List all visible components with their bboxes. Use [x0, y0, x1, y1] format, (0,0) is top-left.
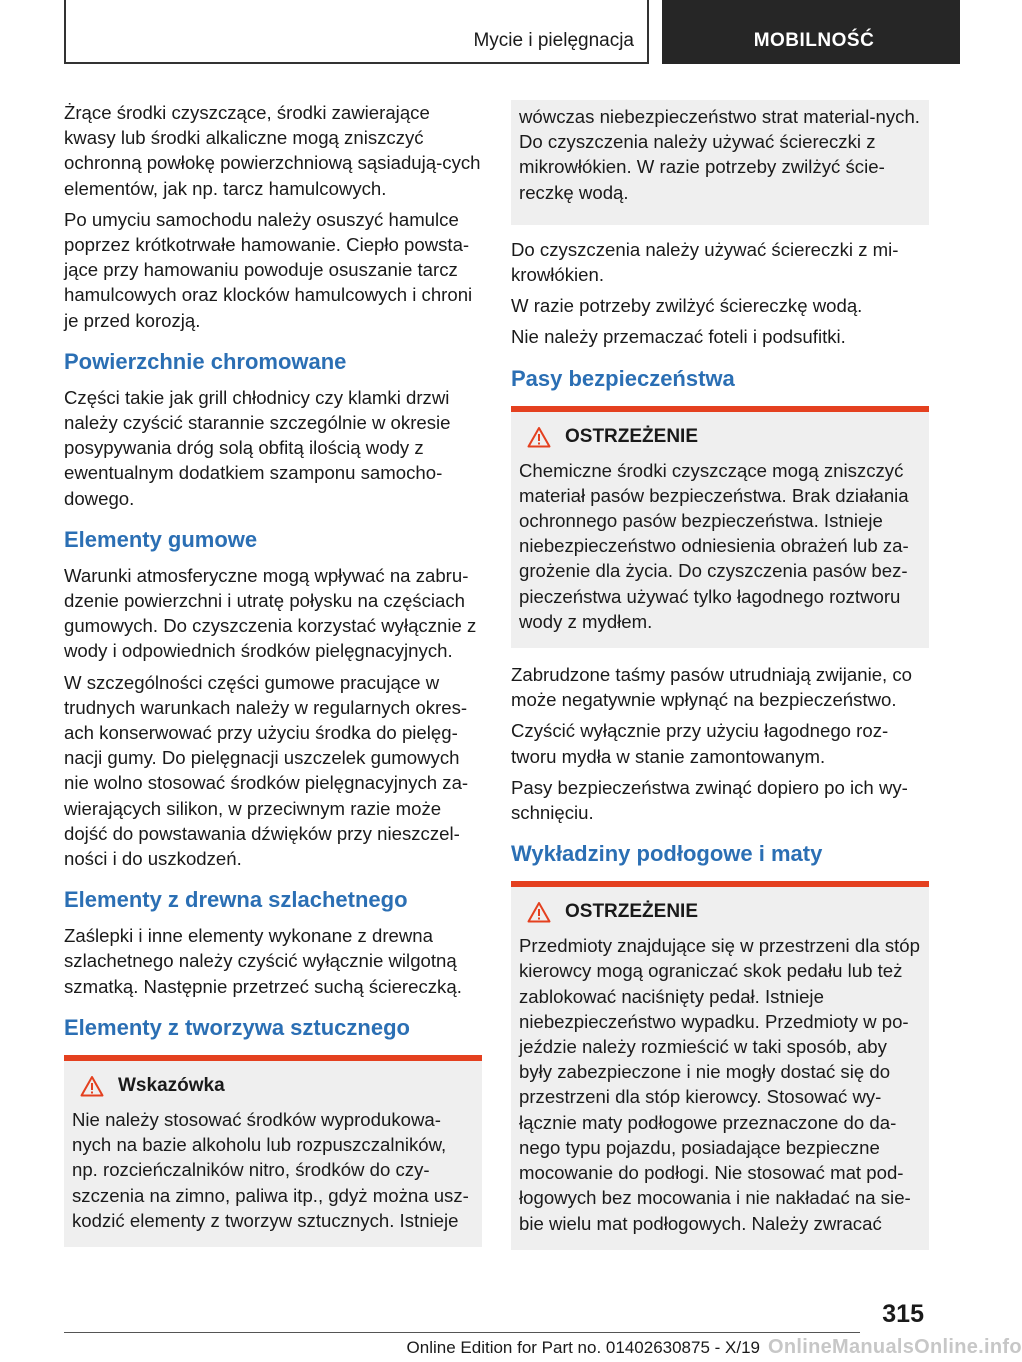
header-chapter-label: MOBILNOŚĆ — [753, 30, 875, 51]
warning-title: OSTRZEŻENIE — [565, 425, 699, 447]
header-bottom-rule — [64, 62, 648, 64]
warning-title: OSTRZEŻENIE — [565, 901, 699, 923]
warning-text: Przedmioty znajdujące się w przestrzeni dla stóp kierowcy mogą ograniczać skok pedału lub też zablokować naciśnięty pedał. Istnieje niebezpieczeństwo wypadku. Przedmioty w po‐jeździe należy rozmieścić w taki sposób, aby były zabezpieczone i nie mogły dostać się do przestrzeni dla stóp kierowcy. Stosować wy‐łącznie maty podłogowe przeznaczone do da‐nego typu pojazdu, posiadające bezpieczne mocowanie do podłogi. Nie stosować mat pod‐łogowych bez mocowania i nie nakładać na sie‐bie wielu mat podłogowych. Należy zwracać — [519, 935, 920, 1234]
header-right-rule — [647, 0, 649, 64]
paragraph: Nie należy przemaczać foteli i podsufitki. — [511, 326, 846, 348]
paragraph: Do czyszczenia należy używać ściereczki z mi‐krowłókien. — [511, 238, 899, 286]
warning-header — [527, 897, 921, 927]
footer-brand-watermark[interactable]: OnlineManualsOnline.info — [768, 1336, 1022, 1358]
warning-box-belts — [511, 406, 929, 648]
warning-triangle-icon — [80, 1075, 104, 1097]
paragraph: Czyścić wyłącznie przy użyciu łagodnego roz‐tworu mydła w stanie zamontowanym. — [511, 720, 889, 767]
tip-text-continued: wówczas niebezpieczeństwo strat material‐nych. Do czyszczenia należy używać ściereczki z mikrowłókien. W razie potrzeby zwilżyć ście‐reczkę wodą. — [519, 106, 920, 203]
warning-header — [527, 422, 921, 452]
paragraph: Po umyciu samochodu należy osuszyć hamulce poprzez krótkotrwałe hamowanie. Ciepło powsta‐jące przy hamowaniu powoduje osuszanie tarcz hamulcowych oraz klocków hamulcowych i chroni je przed korozją. — [64, 208, 473, 331]
header-left-rule — [64, 0, 66, 64]
paragraph: Zaślepki i inne elementy wykonane z drewna szlachetnego należy czyścić wyłącznie wilgotną szmatką. Następnie przetrzeć suchą ściereczką. — [64, 925, 462, 997]
tip-box-continued — [511, 100, 929, 225]
section-heading-wood: Elementy z drewna szlachetnego — [64, 887, 408, 913]
paragraph: W szczególności części gumowe pracujące w trudnych warunkach należy w regularnych okres‐ach konserwować przy użyciu środka do pielęg‐nacji gumy. Do pielęgnacji uszczelek gumowych nie wolno stosować środków pielęgnacyjnych za‐wierających silikon, w przeciwnym razie może dojść do powstawania dźwięków przy nieszczel‐ności i do uszkodzeń. — [64, 671, 469, 870]
paragraph: Części takie jak grill chłodnicy czy klamki drzwi należy czyścić starannie szczególnie w okresie posypywania dróg solą obfitą ilością wody z ewentualnym dodatkiem szamponu samocho‐dowego. — [64, 386, 451, 509]
left-column — [64, 100, 482, 1261]
section-heading-chrome: Powierzchnie chromowane — [64, 348, 347, 374]
section-heading-rubber: Elementy gumowe — [64, 526, 258, 552]
right-column — [511, 100, 929, 1264]
tip-box — [64, 1055, 482, 1247]
tip-header — [80, 1071, 474, 1101]
paragraph: Żrące środki czyszczące, środki zawierające kwasy lub środki alkaliczne mogą zniszczyć ochronną powłokę powierzchniową sąsiadują‐cych elementów, jak np. tarcz hamulcowych. — [64, 102, 481, 199]
warning-triangle-icon — [527, 426, 551, 448]
tip-text: Nie należy stosować środków wyprodukowa‐nych na bazie alkoholu lub rozpuszczalników, np. rozcieńczalników nitro, środków do czy‐szczenia na zimno, paliwa itp., gdyż można usz‐kodzić elementy z tworzyw sztucznych. Istnieje — [72, 1108, 469, 1231]
warning-triangle-icon — [527, 901, 551, 923]
header-section-title: Mycie i pielęgnacja — [473, 30, 634, 51]
paragraph: W razie potrzeby zwilżyć ściereczkę wodą. — [511, 295, 863, 317]
section-heading-belts: Pasy bezpieczeństwa — [511, 365, 735, 391]
paragraph: Zabrudzone taśmy pasów utrudniają zwijanie, co może negatywnie wpłynąć na bezpieczeństwo. — [511, 664, 913, 711]
section-heading-plastic: Elementy z tworzywa sztucznego — [64, 1014, 410, 1040]
warning-box-mats — [511, 881, 929, 1249]
paragraph: Pasy bezpieczeństwa zwinąć dopiero po ich wy‐schnięciu. — [511, 776, 908, 824]
warning-text: Chemiczne środki czyszczące mogą zniszczyć materiał pasów bezpieczeństwa. Brak działania ochronnego pasów bezpieczeństwa. Istnieje niebezpieczeństwo odniesienia obrażeń lub za‐grożenie dla życia. Do czyszczenia pasów bez‐pieczeństwa używać tylko łagodnego roztworu wody z mydłem. — [519, 459, 909, 632]
page-number: 315 — [882, 1300, 924, 1328]
tip-title: Wskazówka — [118, 1074, 225, 1096]
footer-rule — [64, 1332, 860, 1333]
footer-edition: Online Edition for Part no. 01402630875 - X/19 — [406, 1338, 760, 1357]
section-heading-mats: Wykładziny podłogowe i maty — [511, 841, 823, 867]
header-chapter-tab — [662, 0, 960, 64]
paragraph: Warunki atmosferyczne mogą wpływać na zabru‐dzenie powierzchni i utratę połysku na częściach gumowych. Do czyszczenia korzystać wyłącznie z wody i odpowiednich środków pielęgnacyjnych. — [64, 564, 477, 662]
